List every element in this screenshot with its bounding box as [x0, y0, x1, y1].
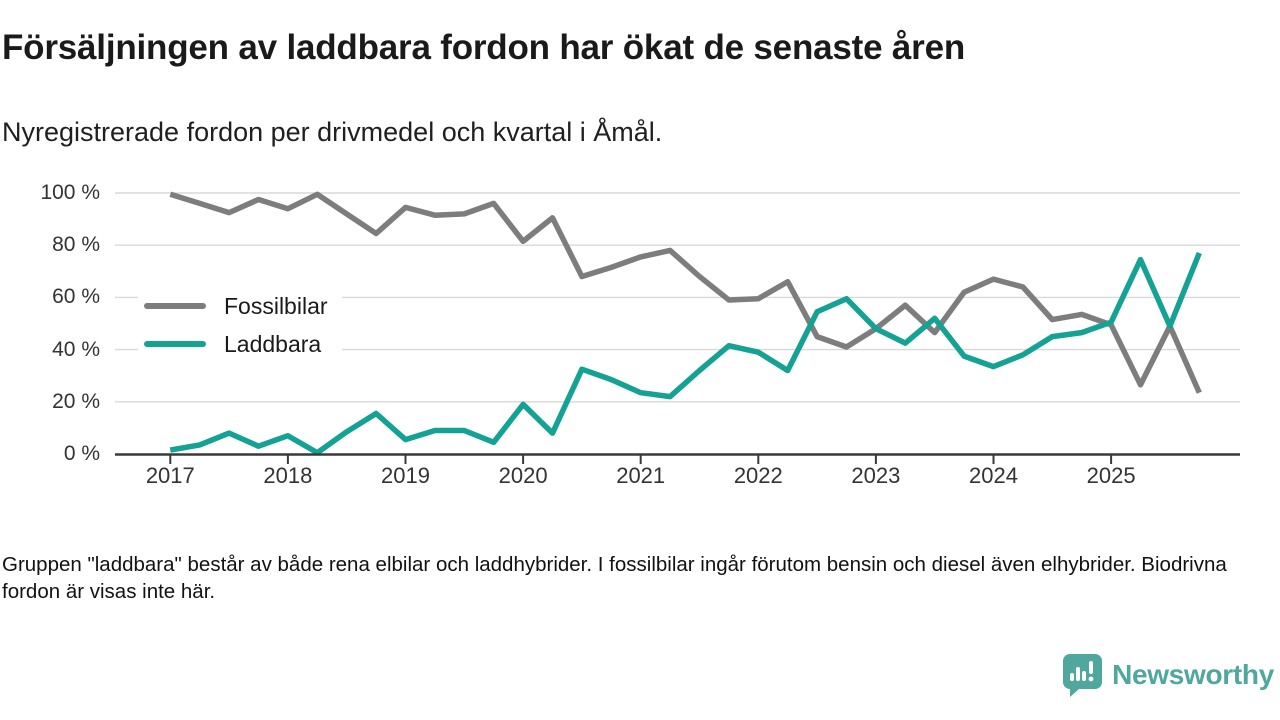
newsworthy-logo: [1061, 652, 1274, 698]
y-axis-label: 60 %: [52, 285, 100, 309]
x-axis-label: 2021: [616, 463, 666, 488]
x-axis-label: 2025: [1086, 463, 1136, 488]
footnote-text: Gruppen "laddbara" består av både rena elbilar och laddhybrider. I fossilbilar ingår förutom bensin och diesel även elhybrider. Biodrivna fordon är visas inte här.: [2, 553, 1227, 603]
y-axis-label: 40 %: [52, 337, 100, 361]
x-axis-label: 2023: [851, 463, 901, 488]
legend: [138, 282, 342, 370]
chart-title: Försäljningen av laddbara fordon har ökat de senaste åren: [2, 28, 966, 67]
newsworthy-wordmark: Newsworthy: [1112, 659, 1274, 690]
bar-chart-speech-bubble-icon: [1061, 652, 1103, 698]
legend-item-fossilbilar: [144, 287, 328, 325]
x-axis-label: 2019: [381, 463, 430, 488]
y-axis-label: 100 %: [40, 181, 100, 204]
fossilbilar-line-swatch: [144, 303, 206, 309]
legend-item-laddbara: [144, 325, 328, 363]
legend-label-laddbara: Laddbara: [224, 330, 322, 357]
y-axis-label: 0 %: [63, 442, 100, 465]
laddbara-line-swatch: [144, 341, 206, 347]
x-axis-label: 2018: [263, 463, 313, 488]
y-axis-label: 20 %: [52, 389, 100, 413]
legend-label-fossilbilar: Fossilbilar: [224, 292, 328, 319]
x-axis-label: 2024: [969, 463, 1018, 488]
chart-subtitle: Nyregistrerade fordon per drivmedel och kvartal i Åmål.: [2, 117, 663, 147]
x-axis-label: 2020: [498, 463, 548, 488]
y-axis-label: 80 %: [52, 233, 100, 257]
x-axis-label: 2022: [733, 463, 783, 488]
x-axis-label: 2017: [145, 463, 195, 488]
